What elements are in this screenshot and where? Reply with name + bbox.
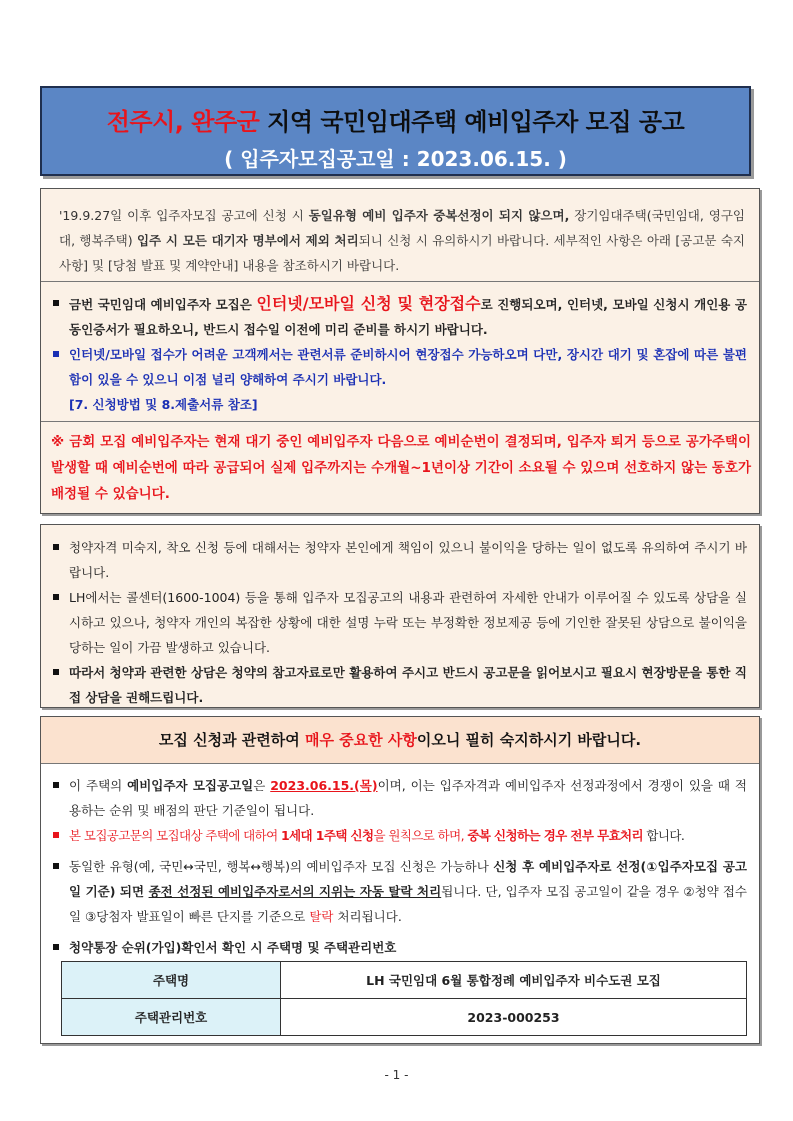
page-number: - 1 - [384, 1068, 409, 1082]
list-item [51, 535, 747, 585]
list-bold: 1세대 1주택 신청 [280, 828, 374, 843]
caution-list [51, 535, 747, 710]
table-value: LH 국민임대 6월 통합정례 예비입주자 비수도권 모집 [281, 962, 747, 999]
intro-text: '19.9.27일 이후 입주자모집 공고에 신청 시 [59, 208, 309, 223]
list-text: 청약과 관련한 상담은 청약의 참고자료로만 활용하여 주시고 반드시 공고문을 읽어보시고 필요시 현장방문을 통한 직접 상담을 권해드립니다. [69, 665, 747, 705]
title-region: 전주시, 완주군 [106, 108, 260, 136]
table-row [62, 999, 747, 1036]
intro-bold-excluded: 입주 시 모든 대기자 명부에서 제외 처리 [136, 233, 359, 248]
list-text: 처리됩니다. [333, 909, 402, 924]
list-bold: 신청 후 예비입주자로 선정(①입주자모집 공고일 기준) 되면 [69, 859, 747, 899]
list-text: 이 주택의 [69, 778, 128, 793]
divider [41, 421, 759, 422]
title-main: 지역 국민임대주택 예비입주자 모집 공고 [259, 108, 685, 136]
notice-box-apply [40, 188, 760, 514]
intro-text: 장기임대주택(국민임대, 영구임대, 행복주택) [59, 208, 745, 248]
waitlist-notice: ※ 금회 모집 예비입주자는 현재 대기 중인 예비입주자 다음으로 예비순번이 결정되며, 입주자 퇴거 등으로 공가주택이 발생할 때 예비순번에 따라 공급되어 실제 입주까지는 수개월~1년이상 기간이 소요될 수 있으며 선호하지 않는 동호가 배정될 수 있습니다. [51, 434, 751, 502]
list-item [51, 291, 747, 342]
bullet-icon [53, 832, 59, 838]
list-bold: 예비입주자 모집공고일 [127, 778, 254, 793]
list-red: 탈락 [309, 909, 334, 924]
housing-info-table [61, 961, 747, 1036]
list-text: 청약자격 미숙지, 착오 신청 등에 대해서는 청약자 본인에게 책임이 있으니 불이익을 당하는 일이 없도록 유의하여 주시기 바랍니다. [69, 540, 747, 580]
bullet-icon [53, 782, 59, 788]
bullet-icon [53, 351, 59, 357]
list-item [51, 773, 747, 823]
table-row [62, 962, 747, 999]
table-key: 주택명 [62, 962, 281, 999]
intro-paragraph [59, 203, 745, 278]
list-text: 됩니다. 단, 입주자 모집 공고일이 같을 경우 ②청약 접수일 ③당첨자 발표일이 빠른 단지를 기준으로 [69, 884, 747, 924]
list-text: 금번 국민임대 예비입주자 모집은 [69, 297, 257, 312]
table-key: 주택관리번호 [62, 999, 281, 1036]
announcement-date-highlight: 2023.06.15.(목) [270, 778, 378, 793]
list-text: 청약통장 순위(가입)확인서 확인 시 주택명 및 주택관리번호 [69, 940, 397, 955]
list-text: LH에서는 콜센터(1600-1004) 등을 통해 입주자 모집공고의 내용과 관련하여 자세한 안내가 이루어질 수 있도록 상담을 실시하고 있으나, 청약자 개인의 복잡한 상황에 대한 설명 누락 또는 부정확한 정보제공 등에 기인한 잘못된 상담으로 불이익을 당하는 일이 가끔 발생하고 있습니다. [69, 590, 747, 655]
intro-bold-duplicate: 동일유형 예비 입주자 중복선정이 되지 않으며, [308, 208, 570, 223]
list-text: 본 모집공고문의 모집대상 주택에 대하여 [69, 828, 281, 843]
notice-box-important [40, 716, 760, 1044]
reference-note: [7. 신청방법 및 8.제출서류 참조] [69, 397, 258, 412]
bullet-icon [53, 594, 59, 600]
title-banner [40, 86, 751, 176]
bullet-icon [53, 300, 59, 306]
heading-text: 이오니 필히 숙지하시기 바랍니다. [416, 731, 642, 749]
bullet-icon [53, 863, 59, 869]
important-heading [41, 717, 759, 764]
table-value: 2023-000253 [281, 999, 747, 1036]
list-text: 은 [253, 778, 271, 793]
intro-text: 되니 신청 시 유의하시기 바랍니다. 세부적인 사항은 아래 [공고문 숙지사항] 및 [당첨 발표 및 계약안내] 내용을 참조하시기 바랍니다. [59, 233, 746, 273]
list-text: 이며, 이는 입주자격과 예비입주자 선정과정에서 경쟁이 있을 때 적용하는 순위 및 배점의 판단 기준일이 됩니다. [69, 778, 747, 818]
announcement-date: ( 입주자모집공고일 : 2023.06.15. ) [224, 147, 567, 171]
list-text: 을 원칙으로 하며, [373, 828, 468, 843]
list-text: 합니다. [643, 828, 685, 843]
important-list [51, 773, 747, 960]
highlight-online-apply: 인터넷/모바일 신청 및 현장접수 [256, 294, 481, 313]
list-bold-underline: 종전 선정된 예비입주자로서의 지위는 자동 탈락 처리 [148, 884, 442, 899]
page-title [42, 102, 749, 137]
list-item [51, 660, 747, 710]
apply-list [51, 291, 747, 417]
notice-box-caution [40, 524, 760, 708]
bullet-icon [53, 544, 59, 550]
list-item [51, 854, 747, 929]
list-text: 동일한 유형(예, 국민↔국민, 행복↔행복)의 예비입주자 모집 신청은 가능하나 [69, 859, 494, 874]
list-item [51, 823, 747, 848]
list-text: 로 진행되오며, 인터넷, 모바일 신청시 개인용 공동인증서가 필요하오니, 반드시 접수일 이전에 미리 준비를 하시기 바랍니다. [69, 297, 747, 337]
bullet-icon [53, 669, 59, 675]
heading-highlight: 매우 중요한 사항 [304, 731, 417, 749]
list-item [51, 935, 747, 960]
bullet-icon [53, 944, 59, 950]
heading-text: 모집 신청과 관련하여 [158, 731, 305, 749]
list-item [51, 585, 747, 660]
divider [41, 281, 759, 282]
list-item [51, 342, 747, 417]
list-text: 따라서 [69, 665, 110, 680]
list-text: 인터넷/모바일 접수가 어려운 고객께서는 관련서류 준비하시어 현장접수 가능하오며 다만, 장시간 대기 및 혼잡에 따른 불편함이 있을 수 있으니 이점 널리 양해하여 주시기 바랍니다. [69, 347, 747, 387]
list-bold: 중복 신청하는 경우 전부 무효처리 [467, 828, 644, 843]
